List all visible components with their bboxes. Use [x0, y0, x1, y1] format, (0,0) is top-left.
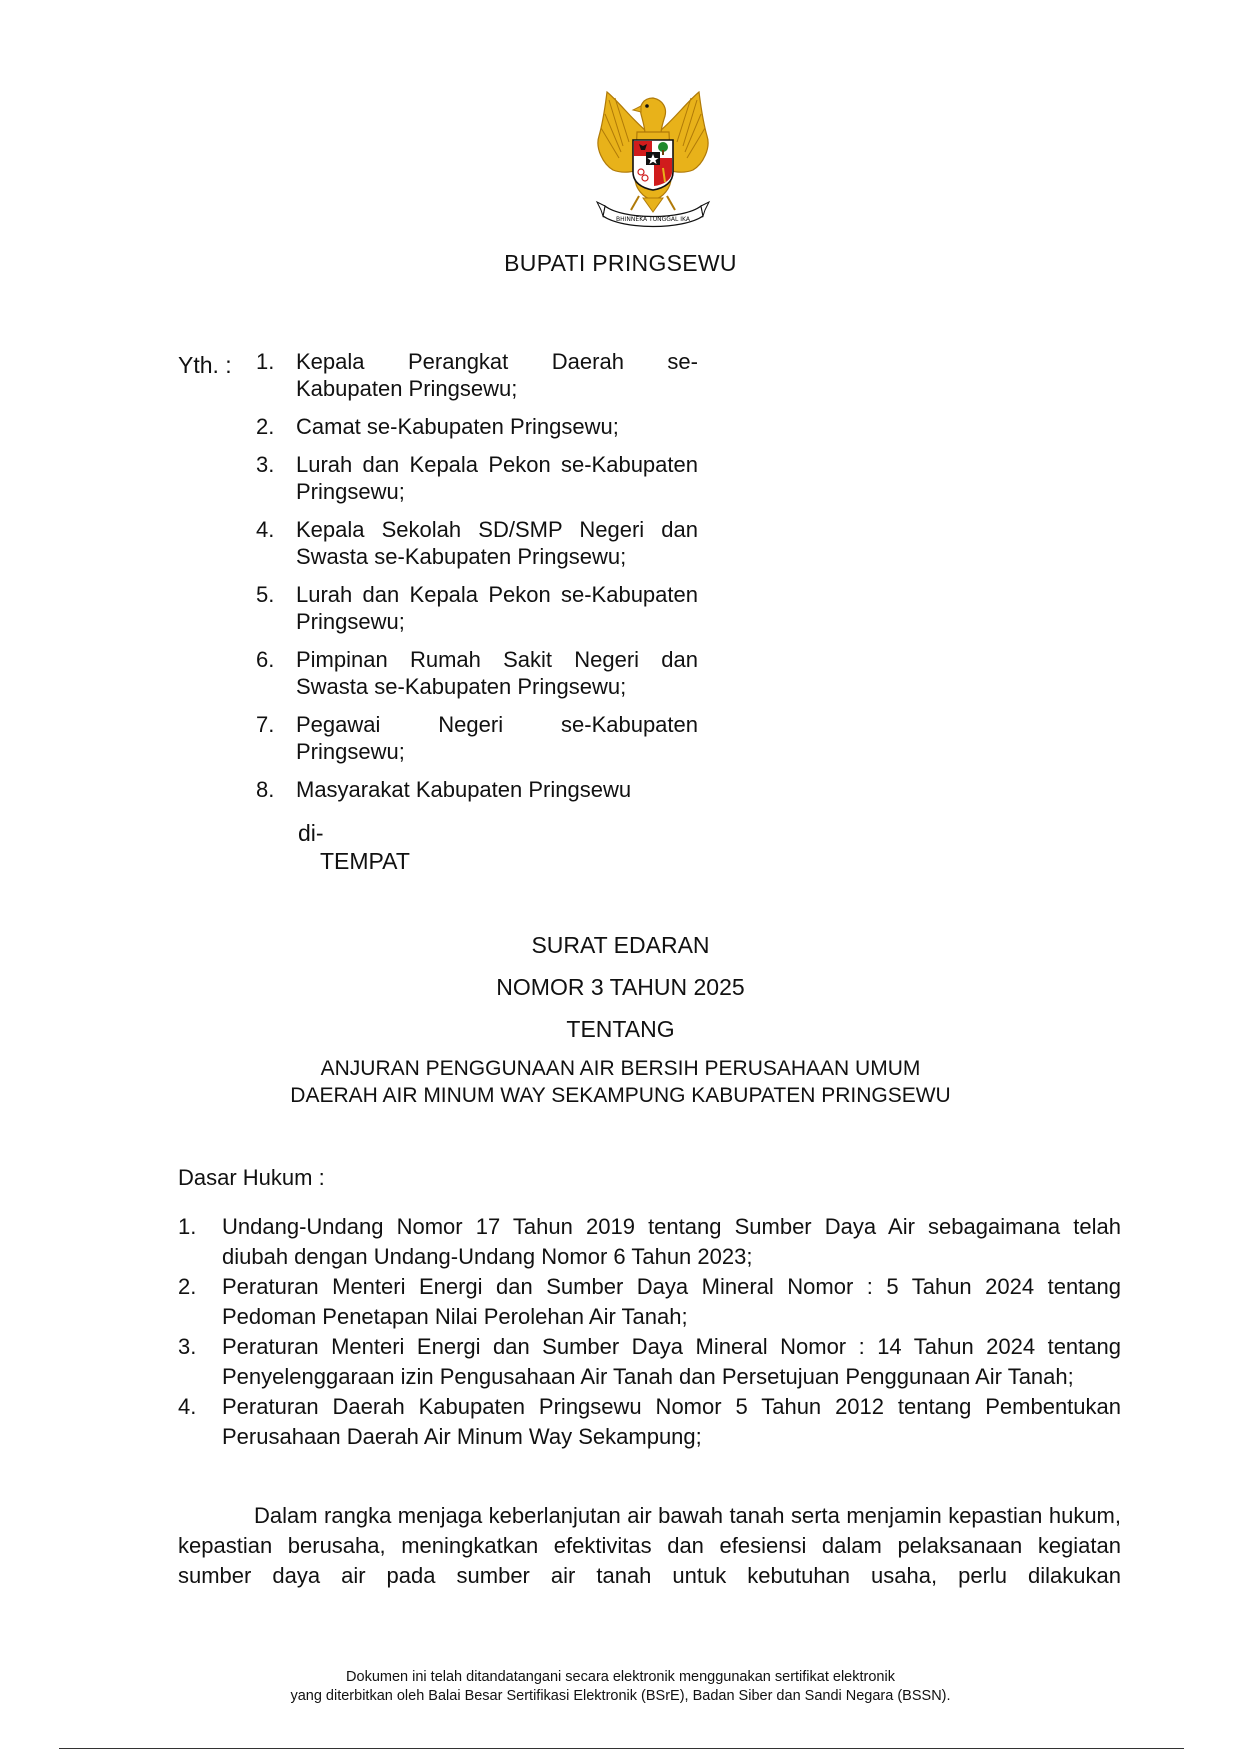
addressee-di: di- — [298, 820, 324, 846]
list-number: 8. — [256, 777, 275, 802]
footer-line: yang diterbitkan oleh Balai Besar Sertifikasi Elektronik (BSrE), Badan Siber dan Sandi Negara (BSSN). — [290, 1688, 951, 1704]
list-text: Peraturan Menteri Energi dan Sumber Daya Mineral Nomor : 5 Tahun 2024 tentang Pedoman Penetapan Nilai Perolehan Air Tanah; — [222, 1274, 1121, 1329]
legal-basis-list — [178, 1212, 1121, 1452]
list-number: 5. — [256, 582, 275, 607]
footer-divider — [59, 1748, 1184, 1749]
list-item — [256, 581, 698, 635]
addressee-label: Yth. : — [178, 352, 232, 378]
list-text: Kepala Sekolah SD/SMP Negeri dan Swasta se-Kabupaten Pringsewu; — [296, 517, 698, 569]
list-item — [178, 1272, 1121, 1332]
list-text: Lurah dan Kepala Pekon se-Kabupaten Pringsewu; — [296, 582, 698, 634]
list-text-line: Kabupaten Pringsewu; — [296, 376, 518, 401]
footer-line: Dokumen ini telah ditandatangani secara elektronik menggunakan sertifikat elektronik — [346, 1669, 895, 1685]
list-item — [256, 646, 698, 700]
document-number: NOMOR 3 TAHUN 2025 — [496, 974, 745, 1000]
emblem-motto: BHINNEKA TUNGGAL IKA — [616, 216, 690, 223]
list-text: Lurah dan Kepala Pekon se-Kabupaten Pringsewu; — [296, 452, 698, 504]
garuda-pancasila-emblem-icon — [583, 88, 723, 238]
list-item — [256, 711, 698, 765]
list-number: 2. — [256, 414, 275, 439]
list-number: 1. — [178, 1214, 197, 1239]
list-number: 1. — [256, 349, 275, 374]
garuda-emblem-graphic — [583, 88, 723, 238]
list-item — [256, 516, 698, 570]
list-number: 2. — [178, 1274, 197, 1299]
list-item — [256, 348, 698, 402]
document-subject — [0, 1055, 1241, 1109]
list-text — [296, 711, 698, 765]
addressee-tempat: TEMPAT — [320, 848, 410, 874]
body-paragraph: Dalam rangka menjaga keberlanjutan air bawah tanah serta menjamin kepastian hukum, kepastian berusaha, meningkatkan efektivitas dan efesiensi dalam pelaksanaan kegiatan sumber daya air pada sumber air tanah untuk kebutuhan usaha, perlu dilakukan — [178, 1503, 1121, 1588]
list-item — [178, 1332, 1121, 1392]
list-text: Peraturan Daerah Kabupaten Pringsewu Nomor 5 Tahun 2012 tentang Pembentukan Perusahaan Daerah Air Minum Way Sekampung; — [222, 1394, 1121, 1449]
list-text — [296, 348, 698, 402]
list-text-line: Kepala Perangkat Daerah se- — [296, 349, 698, 374]
office-title: BUPATI PRINGSEWU — [504, 250, 737, 276]
list-item — [178, 1212, 1121, 1272]
list-text: Masyarakat Kabupaten Pringsewu — [296, 777, 632, 802]
list-item — [256, 413, 698, 440]
subject-line: DAERAH AIR MINUM WAY SEKAMPUNG KABUPATEN PRINGSEWU — [290, 1084, 951, 1107]
document-type: SURAT EDARAN — [531, 932, 710, 958]
list-text-line: Pringsewu; — [296, 739, 405, 764]
list-number: 7. — [256, 712, 275, 737]
subject-line: ANJURAN PENGGUNAAN AIR BERSIH PERUSAHAAN UMUM — [320, 1057, 921, 1080]
list-text: Pimpinan Rumah Sakit Negeri dan Swasta se-Kabupaten Pringsewu; — [296, 647, 698, 699]
list-text-line: Pegawai Negeri se-Kabupaten — [296, 712, 698, 737]
document-tentang: TENTANG — [566, 1016, 675, 1042]
list-number: 6. — [256, 647, 275, 672]
list-item — [256, 451, 698, 505]
list-text: Peraturan Menteri Energi dan Sumber Daya Mineral Nomor : 14 Tahun 2024 tentang Penyelenggaraan izin Pengusahaan Air Tanah dan Persetujuan Penggunaan Air Tanah; — [222, 1334, 1121, 1389]
list-number: 3. — [178, 1334, 197, 1359]
addressee-list — [256, 348, 698, 814]
list-number: 4. — [178, 1394, 197, 1419]
list-text: Camat se-Kabupaten Pringsewu; — [296, 414, 619, 439]
list-text: Undang-Undang Nomor 17 Tahun 2019 tentang Sumber Daya Air sebagaimana telah diubah dengan Undang-Undang Nomor 6 Tahun 2023; — [222, 1214, 1121, 1269]
list-item — [178, 1392, 1121, 1452]
list-item — [256, 776, 698, 803]
list-number: 3. — [256, 452, 275, 477]
legal-basis-heading: Dasar Hukum : — [178, 1165, 325, 1190]
list-number: 4. — [256, 517, 275, 542]
e-signature-notice — [0, 1668, 1241, 1706]
